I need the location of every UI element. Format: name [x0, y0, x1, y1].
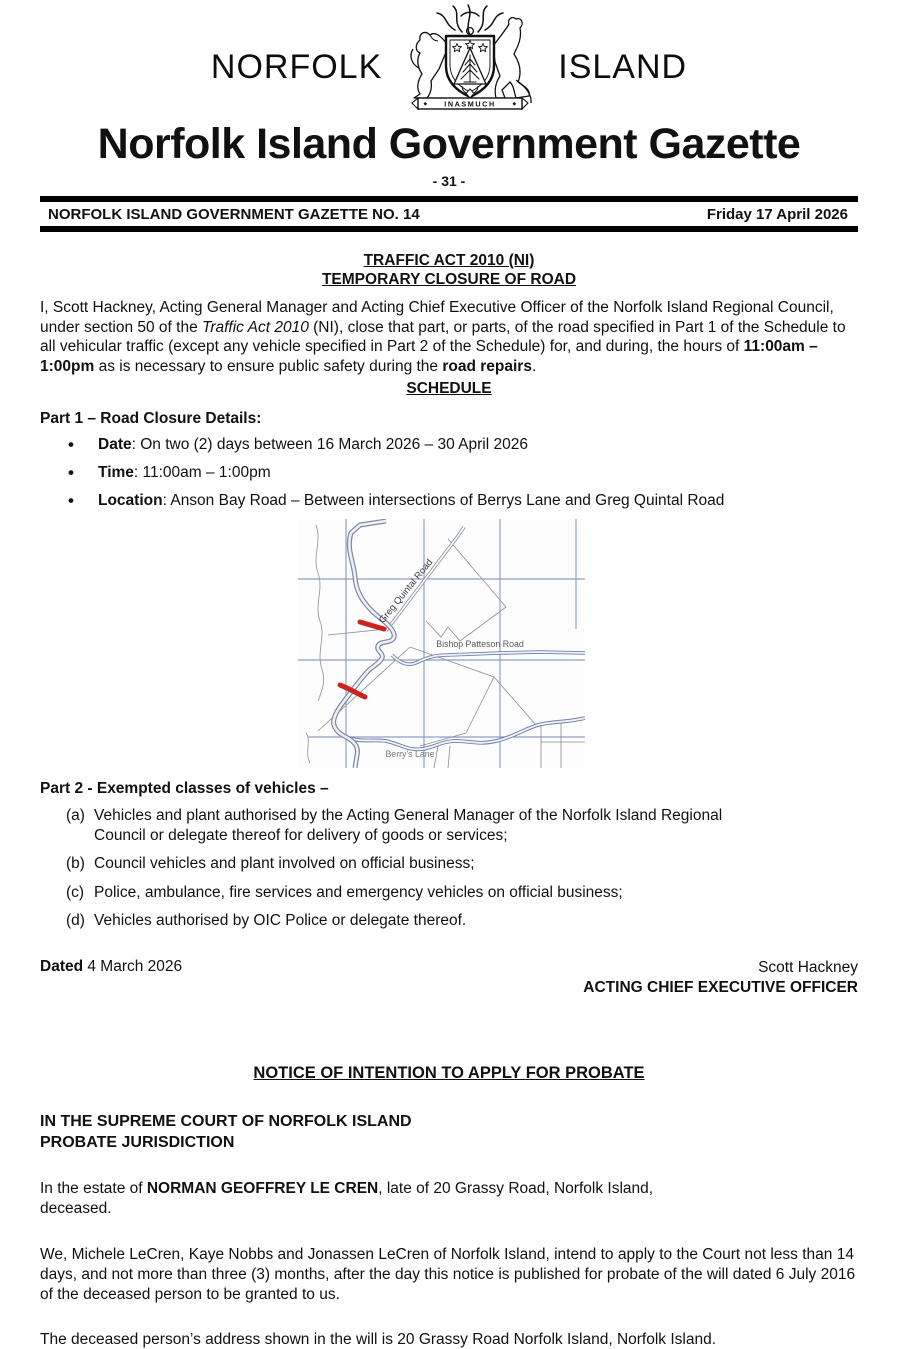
- applicants-paragraph: We, Michele LeCren, Kaye Nobbs and Jonassen LeCren of Norfolk Island, intend to apply to the Court not less than 14 days, and not more than three (3) months, after the day this notice is published for probate of the will dated 6 July 2016 of the deceased person to be granted to us.: [40, 1245, 856, 1303]
- gazette-page: [0, 2, 900, 1349]
- signatory-name: Scott Hackney: [758, 958, 858, 976]
- intro-text-1: I, Scott Hackney, Acting General Manager and Acting Chief Executive Officer of the Norfolk Island Regional Council, under section 50 of the: [40, 299, 834, 336]
- road-closure-map: [298, 519, 585, 768]
- coat-of-arms-icon: [404, 2, 536, 110]
- crest-motto: INASMUCH: [444, 99, 497, 109]
- gazette-header-bar: [40, 202, 858, 226]
- list-item-c: [40, 883, 858, 903]
- dated-signature-row: [40, 958, 858, 998]
- rule-bottom: [40, 226, 858, 232]
- list-item-location: [40, 491, 858, 510]
- location-value: : Anson Bay Road – Between intersections of Berrys Lane and Greg Quintal Road: [162, 492, 725, 509]
- location-label: Location: [98, 492, 163, 509]
- item-marker: (d): [66, 912, 85, 929]
- list-item-a: [40, 806, 858, 845]
- map-label-bishop-patteson-road: Bishop Patteson Road: [436, 639, 524, 649]
- item-text: Police, ambulance, fire services and emergency vehicles on official business;: [94, 883, 623, 901]
- masthead-word-island: ISLAND: [558, 47, 688, 86]
- closure-hours: 11:00am – 1:00pm: [40, 338, 818, 375]
- gazette-number: NORFOLK ISLAND GOVERNMENT GAZETTE NO. 14: [48, 206, 420, 223]
- dated-label: Dated: [40, 957, 84, 975]
- exempt-vehicles-list: [40, 806, 858, 931]
- item-marker: (c): [66, 883, 85, 901]
- deceased-name: NORMAN GEOFFREY LE CREN: [146, 1179, 379, 1197]
- closure-details-list: [40, 435, 858, 510]
- court-line-1: IN THE SUPREME COURT OF NORFOLK ISLAND: [40, 1112, 412, 1130]
- date-label: Date: [98, 436, 132, 453]
- closure-heading: TEMPORARY CLOSURE OF ROAD: [321, 271, 577, 288]
- part1-heading: Part 1 – Road Closure Details:: [40, 410, 262, 427]
- intro-text-4: .: [531, 357, 537, 375]
- gazette-date: Friday 17 April 2026: [706, 206, 848, 223]
- court-line-2: PROBATE JURISDICTION: [40, 1133, 235, 1151]
- estate-text-3: deceased.: [40, 1199, 112, 1217]
- list-item-time: [40, 463, 858, 482]
- traffic-intro-paragraph: [40, 298, 858, 376]
- road-repairs: road repairs: [442, 357, 532, 375]
- signature-block: [583, 958, 858, 998]
- act-name-italic: Traffic Act 2010: [202, 318, 309, 336]
- time-value: : 11:00am – 1:00pm: [133, 464, 271, 481]
- list-item-d: [40, 911, 858, 931]
- time-label: Time: [98, 464, 134, 481]
- item-marker: (a): [66, 807, 85, 824]
- date-value: : On two (2) days between 16 March 2026 – 30 April 2026: [131, 436, 528, 453]
- estate-text-1: In the estate of: [40, 1179, 147, 1197]
- intro-text-2: (NI), close that part, or parts, of the road specified in Part 1 of the Schedule to all vehicular traffic (except any vehicle specified in Part 2 of the Schedule) for, and during, the hours of: [40, 318, 846, 355]
- probate-heading: NOTICE OF INTENTION TO APPLY FOR PROBATE: [253, 1063, 645, 1082]
- dated-line: [40, 958, 182, 976]
- map-label-berrys-lane: Berry's Lane: [385, 749, 435, 759]
- item-text: Council vehicles and plant involved on official business;: [94, 855, 475, 872]
- list-item-date: [40, 435, 858, 454]
- list-item-b: [40, 854, 858, 874]
- gazette-title: Norfolk Island Government Gazette: [97, 120, 801, 168]
- traffic-act-heading: TRAFFIC ACT 2010 (NI): [363, 252, 535, 269]
- masthead-word-norfolk: NORFOLK: [210, 47, 383, 86]
- map-label-greg-quintal-road: Greg Quintal Road: [376, 557, 436, 626]
- estate-paragraph: [40, 1179, 858, 1219]
- schedule-heading: SCHEDULE: [406, 380, 492, 397]
- intro-text-3: as is necessary to ensure public safety during the: [94, 357, 443, 375]
- item-marker: (b): [66, 855, 85, 872]
- dated-value: 4 March 2026: [83, 957, 183, 975]
- estate-text-2: , late of 20 Grassy Road, Norfolk Island,: [378, 1179, 654, 1197]
- page-number: - 31 -: [432, 173, 466, 189]
- court-block: [40, 1111, 858, 1153]
- part2-heading: Part 2 - Exempted classes of vehicles –: [40, 780, 329, 797]
- address-paragraph: The deceased person’s address shown in the will is 20 Grassy Road Norfolk Island, Norfolk Island.: [40, 1330, 717, 1348]
- item-text: Vehicles and plant authorised by the Acting General Manager of the Norfolk Island Regional Council or delegate thereof for delivery of goods or services;: [94, 807, 723, 844]
- masthead: [40, 2, 858, 110]
- item-text: Vehicles authorised by OIC Police or delegate thereof.: [94, 912, 467, 929]
- signatory-title: ACTING CHIEF EXECUTIVE OFFICER: [583, 978, 858, 996]
